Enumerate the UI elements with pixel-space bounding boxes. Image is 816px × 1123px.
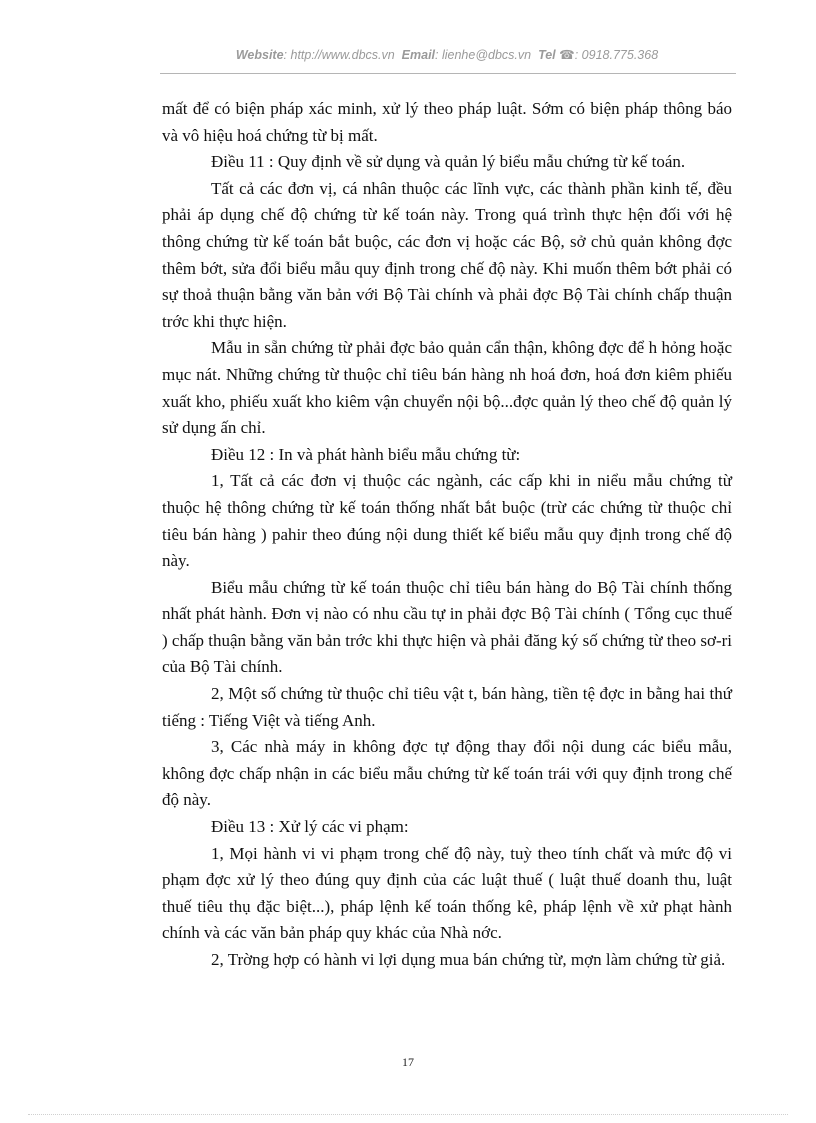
paragraph: Biểu mẫu chứng từ kế toán thuộc chỉ tiêu bán hàng do Bộ Tài chính thống nhất phát hành. Đơn vị nào có nhu cầu tự in phải đợc Bộ Tài chính ( Tổng cục thuế ) chấp thuận bằng văn bản trớc khi thực hiện và phải đăng ký số chứng từ theo sơ-ri của Bộ Tài chính. [162, 577, 732, 677]
paragraph-continuation: mất để có biện pháp xác minh, xử lý theo pháp luật. Sớm có biện pháp thông báo và vô hiệu hoá chứng từ bị mất. [162, 99, 732, 145]
paragraph: 3, Các nhà máy in không đợc tự động thay đổi nội dung các biểu mẫu, không đợc chấp nhận in các biểu mẫu chứng từ kế toán trái với quy định trong chế độ này. [162, 737, 732, 810]
header-divider [160, 73, 736, 74]
page-header [160, 47, 734, 62]
paragraph: 1, Tất cả các đơn vị thuộc các ngành, các cấp khi in niểu mẫu chứng từ thuộc hệ thông chứng từ kế toán thống nhất bắt buộc (trừ các chứng từ thuộc chỉ tiêu bán hàng ) pahir theo đúng nội dung thiết kế biểu mẫu quy định trong chế độ này. [162, 471, 732, 571]
article-12-heading: Điều 12 : In và phát hành biểu mẫu chứng từ: [211, 444, 521, 464]
paragraph: 2, Một số chứng từ thuộc chỉ tiêu vật t, bán hàng, tiền tệ đợc in bằng hai thứ tiếng : Tiếng Việt và tiếng Anh. [162, 684, 732, 730]
page-bottom-border [28, 1114, 788, 1115]
email-label: Email [401, 48, 436, 62]
paragraph: Mẫu in sẵn chứng từ phải đợc bảo quản cẩn thận, không đợc để h hỏng hoặc mục nát. Những chứng từ thuộc chỉ tiêu bán hàng nh hoá đơn, hoá đơn kiêm phiếu xuất kho, phiếu xuất kho kiêm vận chuyển nội bộ...đợc quản lý theo chế độ quản lý sử dụng ấn chỉ. [162, 338, 732, 438]
document-body [162, 96, 732, 974]
paragraph: Tất cả các đơn vị, cá nhân thuộc các lĩnh vực, các thành phần kinh tế, đều phải áp dụng chế độ chứng từ kế toán này. Trong quá trình thực hện đối với hệ thông chứng từ kế toán bắt buộc, các đơn vị hoặc các Bộ, sở chủ quản không đợc thêm bớt, sửa đổi biểu mẫu quy định trong chế độ này. Khi muốn thêm bớt phải có sự thoả thuận bằng văn bản với Bộ Tài chính và phải đợc Bộ Tài chính chấp thuận trớc khi thực hiện. [162, 178, 732, 331]
page-number: 17 [402, 1055, 414, 1069]
paragraph: 2, Trờng hợp có hành vi lợi dụng mua bán chứng từ, mợn làm chứng từ giả. [211, 950, 726, 969]
paragraph: 1, Mọi hành vi vi phạm trong chế độ này, tuỳ theo tính chất và mức độ vi phạm đợc xử lý theo đúng quy định của các luật thuế ( luật thuế doanh thu, luật thuế tiêu thụ đặc biệt...), pháp lệnh kế toán thống kê, pháp lệnh về xử phạt hành chính và các văn bản pháp quy khác của Nhà nớc. [162, 843, 732, 943]
website-value: : http://www.dbcs.vn [283, 48, 395, 62]
tel-value: : 0918.775.368 [574, 48, 659, 62]
tel-label: Tel [538, 48, 556, 62]
website-label: Website [235, 48, 284, 62]
article-11-heading: Điều 11 : Quy định về sử dụng và quản lý biểu mẫu chứng từ kế toán. [211, 152, 686, 172]
article-13-heading: Điều 13 : Xử lý các vi phạm: [211, 817, 409, 837]
email-value: : lienhe@dbcs.vn [435, 48, 532, 62]
phone-icon: ☎ [559, 48, 575, 62]
